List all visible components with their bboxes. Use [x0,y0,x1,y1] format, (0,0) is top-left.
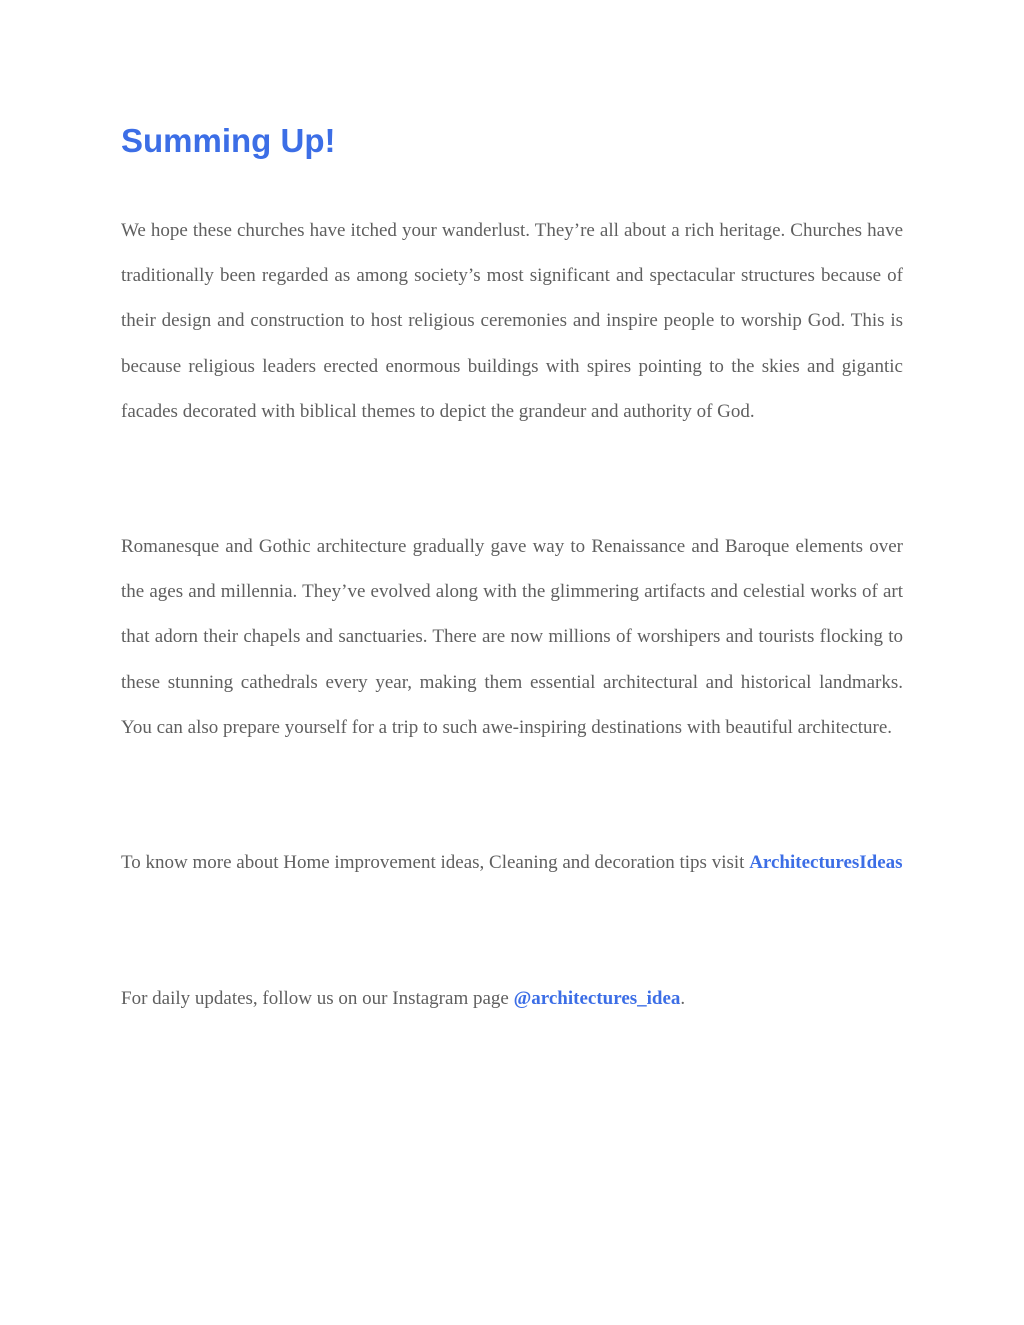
know-more-paragraph [121,840,903,885]
architectures-ideas-link[interactable]: ArchitecturesIdeas [749,852,903,873]
know-more-text: To know more about Home improvement ideas, Cleaning and decoration tips visit [121,852,745,873]
summary-paragraph-2: Romanesque and Gothic architecture gradually gave way to Renaissance and Baroque elements over the ages and millennia. They’ve evolved along with the glimmering artifacts and celestial works of art that adorn their chapels and sanctuaries. There are now millions of worshipers and tourists flocking to these stunning cathedrals every year, making them essential architectural and historical landmarks. You can also prepare yourself for a trip to such awe-inspiring destinations with beautiful architecture. [121,536,903,738]
page-title: Summing Up! [121,122,336,159]
summary-paragraph-1: We hope these churches have itched your wanderlust. They’re all about a rich heritage. Churches have traditionally been regarded as among society’s most significant and spectacular structures because of their design and construction to host religious ceremonies and inspire people to worship God. This is because religious leaders erected enormous buildings with spires pointing to the skies and gigantic facades decorated with biblical themes to depict the grandeur and authority of God. [121,220,903,422]
instagram-suffix: . [680,988,686,1009]
instagram-paragraph [121,976,903,1021]
instagram-text: For daily updates, follow us on our Instagram page [121,988,509,1009]
instagram-handle-link[interactable]: @architectures_idea [513,988,681,1009]
